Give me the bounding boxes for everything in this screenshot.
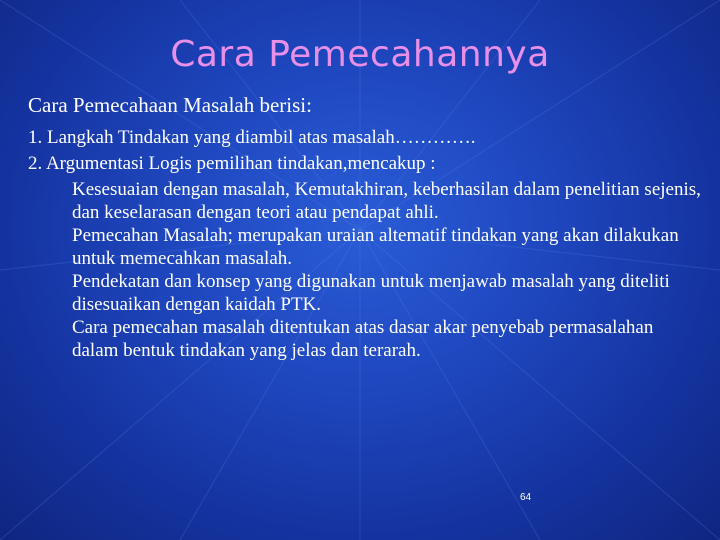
list-item-1: 1. Langkah Tindakan yang diambil atas masalah…………. (28, 127, 476, 148)
list-item-2: 2. Argumentasi Logis pemilihan tindakan,mencakup : (28, 153, 436, 174)
subitem-kesesuaian: Kesesuaian dengan masalah, Kemutakhiran, keberhasilan dalam penelitian sejenis, dan keselarasan dengan teori atau pendapat ahli. (72, 179, 701, 223)
slide-body (28, 92, 708, 362)
intro-text: Cara Pemecahaan Masalah berisi: (28, 93, 312, 117)
subitem-pemecahan: Pemecahan Masalah; merupakan uraian altematif tindakan yang akan dilakukan untuk memecahkan masalah. (72, 225, 679, 269)
subitem-cara: Cara pemecahan masalah ditentukan atas dasar akar penyebab permasalahan dalam bentuk tindakan yang jelas dan terarah. (72, 317, 654, 361)
page-number: 64 (520, 492, 532, 503)
subitem-pendekatan: Pendekatan dan konsep yang digunakan untuk menjawab masalah yang diteliti disesuaikan dengan kaidah PTK. (72, 271, 670, 315)
slide-title: Cara Pemecahannya (170, 34, 550, 75)
